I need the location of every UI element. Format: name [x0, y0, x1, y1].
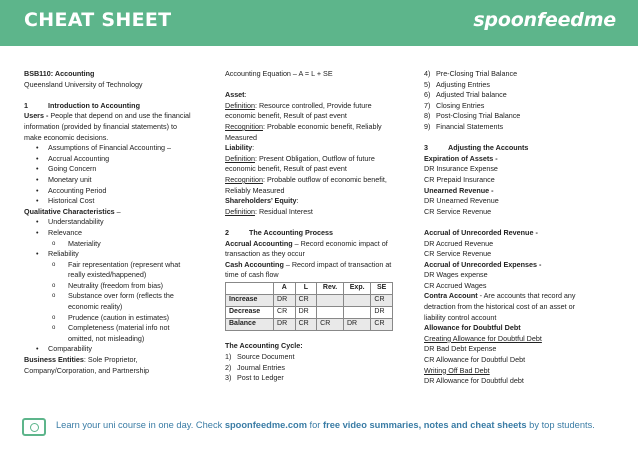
qualitative-label: Qualitative Characteristics	[24, 206, 115, 216]
qualitative-list	[24, 217, 220, 355]
list-item: 7) Closing Entries	[424, 100, 485, 110]
unearned-title: Unearned Revenue -	[424, 185, 494, 195]
sub-item: o Completeness (material info not omitted, not misleading)	[24, 323, 220, 344]
university: Queensland University of Technology	[24, 79, 143, 89]
list-item: • Accounting Period	[24, 186, 220, 197]
equity-label: Shareholders’ Equity	[225, 196, 297, 206]
list-item: • Going Concern	[24, 164, 220, 175]
accrued-expenses-title: Accrual of Unrecorded Expenses -	[424, 259, 542, 269]
sub-item: o Materiality	[24, 239, 220, 250]
list-item: • Assumptions of Financial Accounting –	[24, 143, 220, 154]
list-item: • Relevance o Materiality	[24, 228, 220, 249]
brand-logo: spoonfeedme	[473, 9, 616, 31]
footer-banner	[0, 416, 638, 444]
list-item: • Historical Cost	[24, 196, 220, 207]
creating-allowance-heading: Creating Allowance for Doubtful Debt	[424, 333, 542, 343]
section-2-heading: 2 The Accounting Process	[225, 227, 334, 237]
writing-off-heading: Writing Off Bad Debt	[424, 365, 490, 375]
list-item: 6) Adjusted Trial balance	[424, 90, 507, 100]
sub-item: o Fair representation (represent what really existed/happened)	[24, 260, 220, 281]
list-item: 3) Post to Ledger	[225, 373, 284, 383]
accounting-equation: Accounting Equation – A = L + SE	[225, 69, 333, 78]
sub-item: o Prudence (caution in estimates)	[24, 313, 220, 324]
course-code: BSB110: Accounting	[24, 69, 95, 78]
video-icon	[22, 418, 46, 436]
header-bar	[0, 0, 638, 46]
accrual-label: Accrual Accounting	[225, 238, 293, 248]
expiration-title: Expiration of Assets -	[424, 153, 498, 163]
entities-label: Business Entities	[24, 355, 84, 365]
list-item: 5) Adjusting Entries	[424, 79, 490, 89]
list-item: • Accrual Accounting	[24, 154, 220, 165]
cash-label: Cash Accounting	[225, 259, 284, 269]
assumptions-list	[24, 143, 220, 207]
list-item: 2) Journal Entries	[225, 362, 285, 372]
list-item: 1) Source Document	[225, 352, 295, 362]
list-item: • Comparability	[24, 344, 220, 355]
liability-label: Liability	[225, 143, 253, 153]
asset-label: Asset	[225, 90, 245, 100]
list-item: • Reliability o Fair representation (represent what really existed/happened) o Neutrality (freedom from bias) o Substance over form (reflects the economic reality) o Prudence (caution in estimates) o Completeness (material info not omitted, not misleading)	[24, 249, 220, 344]
sub-item: o Neutrality (freedom from bias)	[24, 281, 220, 292]
section-3-heading: 3 Adjusting the Accounts	[424, 143, 529, 153]
column-2: Accounting Equation – A = L + SE Asset: Definition: Resource controlled, Provide future economic benefit, Result of past event Recognition: Probable economic benefit, Reliably Measured Liability: Definition: Present Obligation, Outflow of future economic benefit, Result of past event Recognition: Probable outflow of economic benefit, Reliably Measured Shareholders’ Equity: Definition: Residual Interest 2 The Accounting Process Accrual Accounting – Record economic impact of transaction as they occur Cash Accounting – Record impact of transaction at time of cash flow A L Rev. Exp. SE Increase DR CR CR Decrease CR DR DR Balance DR CR CR DR CR The Accounting Cycle: 1) Source Document 2) Journal Entries 3) Post to Ledger	[225, 69, 419, 384]
cycle-list-continued	[424, 69, 620, 133]
cycle-title: The Accounting Cycle:	[225, 341, 303, 351]
column-1: BSB110: Accounting Queensland University of Technology 1 Introduction to Accounting Users - People that depend on and use the financial information (provided by financial statements) to make economic decisions. • Assumptions of Financial Accounting – • Accrual Accounting • Going Concern • Monetary unit • Accounting Period • Historical Cost Qualitative Characteristics – • Understandability • Relevance o Materiality • Reliability o Fair representation (represent what really existed/happened) o Neutrality (freedom from bias) o Substance over form (reflects the economic reality) o Prudence (caution in estimates) o Completeness (material info not omitted, not misleading) • Comparability Business Entities: Sole Proprietor, Company/Corporation, and Partnership	[24, 69, 220, 376]
list-item: 9) Financial Statements	[424, 121, 504, 131]
column-3: 4) Pre-Closing Trial Balance 5) Adjusting Entries 6) Adjusted Trial balance 7) Closing Entries 8) Post-Closing Trial Balance 9) Financial Statements 3 Adjusting the Accounts Expiration of Assets - DR Insurance Expense CR Prepaid Insurance Unearned Revenue - DR Unearned Revenue CR Service Revenue Accrual of Unrecorded Revenue - DR Accrued Revenue CR Service Revenue Accrual of Unrecorded Expenses - DR Wages expense CR Accrued Wages Contra Account - Are accounts that record any detraction from the historical cost of an asset or liability control account Allowance for Doubtful Debt Creating Allowance for Doubtful Debt DR Bad Debt Expense CR Allowance for Doubtful Debt Writing Off Bad Debt DR Allowance for Doubtful debt	[424, 69, 620, 387]
table-row: Balance DR CR CR DR CR	[226, 318, 393, 330]
allowance-title: Allowance for Doubtful Debt	[424, 323, 521, 333]
sub-item: o Substance over form (reflects the economic reality)	[24, 291, 220, 312]
table-header-row: A L Rev. Exp. SE	[226, 282, 393, 294]
site-link[interactable]: spoonfeedme.com	[224, 420, 307, 430]
footer-text: Learn your uni course in one day. Check spoonfeedme.com for free video summaries, notes and cheat sheets by top students.	[56, 420, 595, 430]
table-row: Increase DR CR CR	[226, 294, 393, 306]
cycle-list	[225, 352, 419, 384]
accrued-revenue-title: Accrual of Unrecorded Revenue -	[424, 227, 538, 237]
page-title: CHEAT SHEET	[24, 9, 172, 31]
list-item: 4) Pre-Closing Trial Balance	[424, 69, 518, 78]
debit-credit-table	[225, 282, 393, 331]
list-item: • Understandability	[24, 217, 220, 228]
list-item: • Monetary unit	[24, 175, 220, 186]
section-1-heading: 1 Introduction to Accounting	[24, 100, 140, 110]
contra-label: Contra Account	[424, 291, 478, 301]
list-item: 8) Post-Closing Trial Balance	[424, 111, 521, 121]
users-label: Users -	[24, 111, 49, 121]
table-row: Decrease CR DR DR	[226, 306, 393, 318]
